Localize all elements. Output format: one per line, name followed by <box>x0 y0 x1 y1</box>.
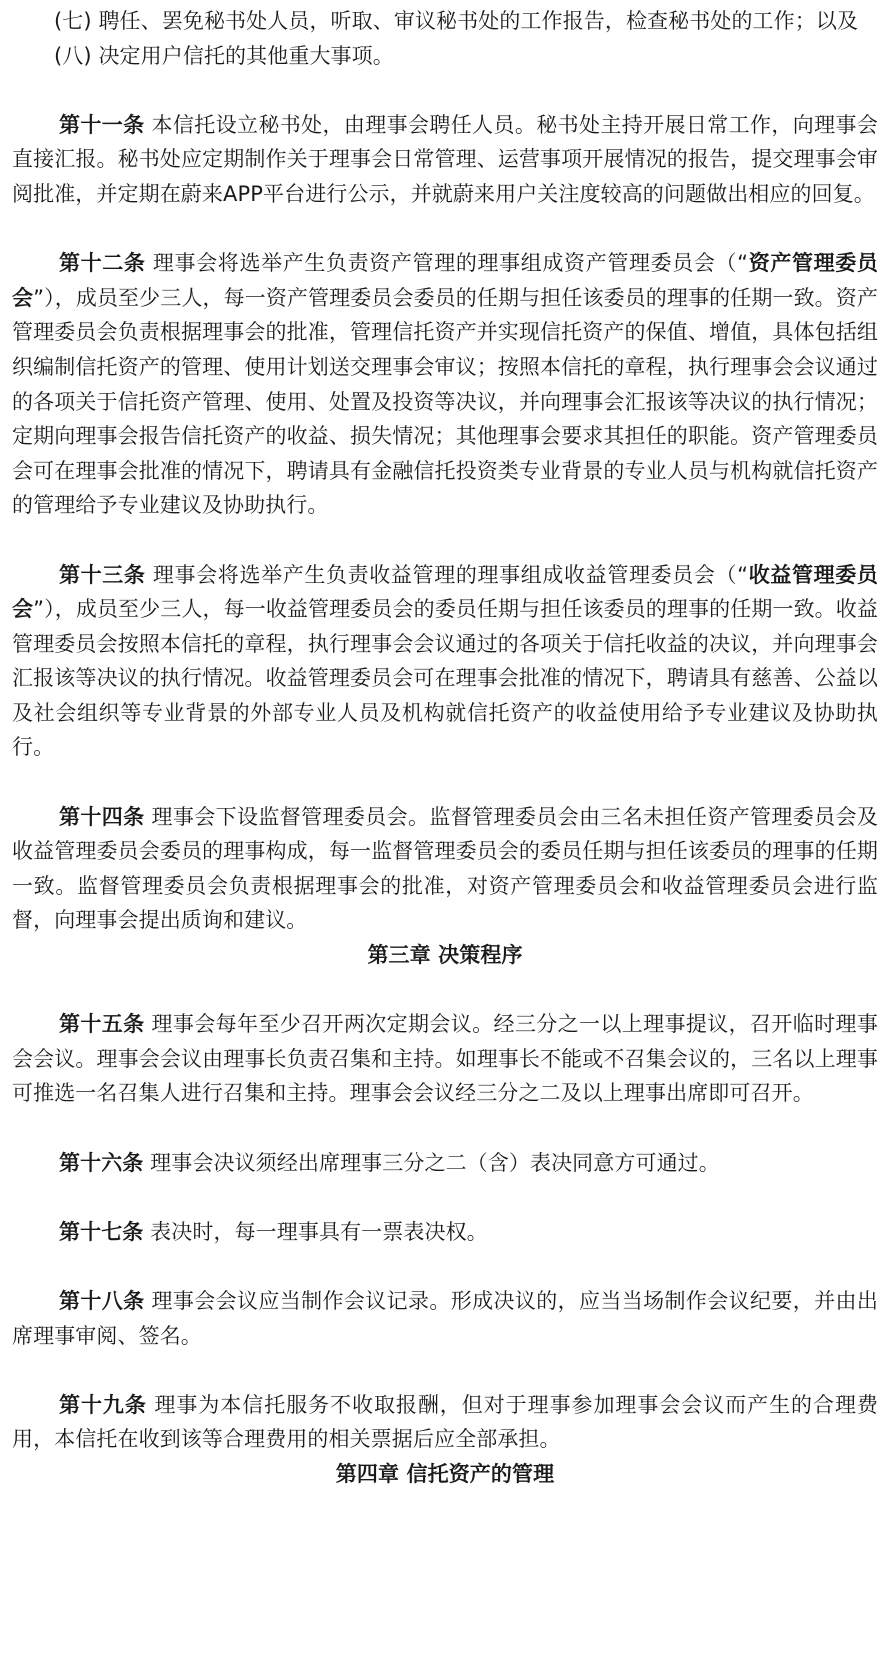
article-number: 第十三条 <box>59 562 146 587</box>
article-12 <box>12 246 878 523</box>
article-number: 第十六条 <box>59 1150 144 1175</box>
article-text: 理事会将选举产生负责资产管理的理事组成资产管理委员会（“ <box>145 251 749 276</box>
article-text: 理事会决议须经出席理事三分之二（含）表决同意方可通过。 <box>143 1150 720 1175</box>
article-text: ”），成员至少三人，每一收益管理委员会的委员任期与担任该委员的理事的任期一致。收益管理委员会按照本信托的章程，执行理事会会议通过的各项关于信托收益的决议，并向理事会汇报该等决议的执行情况。收益管理委员会可在理事会批准的情况下，聘请具有慈善、公益以及社会组织等专业背景的外部专业人员及机构就信托资产的收益使用给予专业建议及协助执行。 <box>12 597 878 760</box>
article-15 <box>12 1007 878 1111</box>
article-19 <box>12 1388 878 1457</box>
article-text: 理事为本信托服务不收取报酬，但对于理事参加理事会会议而产生的合理费用，本信托在收到该等合理费用的相关票据后应全部承担。 <box>12 1392 878 1452</box>
article-text: 理事会每年至少召开两次定期会议。经三分之一以上理事提议，召开临时理事会会议。理事会会议由理事长负责召集和主持。如理事长不能或不召集会议的，三名以上理事可推选一名召集人进行召集和主持。理事会会议经三分之二及以上理事出席即可召开。 <box>12 1012 878 1106</box>
article-number: 第十四条 <box>59 804 145 829</box>
defined-term: 资产管理委员会 <box>12 251 878 310</box>
chapter-heading-4: 第四章 信托资产的管理 <box>335 1461 555 1486</box>
article-text: 本信托设立秘书处，由理事会聘任人员。秘书处主持开展日常工作，向理事会直接汇报。秘书处应定期制作关于理事会日常管理、运营事项开展情况的报告，提交理事会审阅批准，并定期在蔚来APP平台进行公示，并就蔚来用户关注度较高的问题做出相应的回复。 <box>12 112 878 206</box>
article-number: 第十五条 <box>59 1012 145 1037</box>
article-text: ”），成员至少三人，每一资产管理委员会委员的任期与担任该委员的理事的任期一致。资产管理委员会负责根据理事会的批准，管理信托资产并实现信托资产的保值、增值，具体包括组织编制信托资产的管理、使用计划送交理事会审议；按照本信托的章程，执行理事会会议通过的各项关于信托资产管理、使用、处置及投资等决议，并向理事会汇报该等决议的执行情况；定期向理事会报告信托资产的收益、损失情况；其他理事会要求其担任的职能。资产管理委员会可在理事会批准的情况下，聘请具有金融信托投资类专业背景的专业人员与机构就信托资产的管理给予专业建议及协助执行。 <box>12 285 878 518</box>
article-13 <box>12 558 878 766</box>
clause-item-eight: (八) 决定用户信托的其他重大事项。 <box>54 43 394 68</box>
article-number: 第十七条 <box>59 1219 144 1244</box>
article-17 <box>12 1215 878 1250</box>
article-number: 第十二条 <box>59 251 146 276</box>
article-number: 第十八条 <box>59 1288 145 1313</box>
article-16 <box>12 1146 878 1181</box>
article-text: 理事会下设监督管理委员会。监督管理委员会由三名未担任资产管理委员会及收益管理委员会委员的理事构成，每一监督管理委员会的委员任期与担任该委员的理事的任期一致。监督管理委员会负责根据理事会的批准，对资产管理委员会和收益管理委员会进行监督，向理事会提出质询和建议。 <box>12 804 878 933</box>
article-11 <box>12 108 878 212</box>
clause-item-seven: (七) 聘任、罢免秘书处人员，听取、审议秘书处的工作报告，检查秘书处的工作；以及 <box>54 9 859 33</box>
defined-term: 收益管理委员会 <box>12 562 878 622</box>
article-14 <box>12 800 878 938</box>
chapter-heading-3: 第三章 决策程序 <box>367 943 523 968</box>
article-text: 理事会将选举产生负责收益管理的理事组成收益管理委员会（“ <box>145 562 749 587</box>
article-number: 第十一条 <box>59 112 145 137</box>
article-number: 第十九条 <box>59 1392 147 1417</box>
article-18 <box>12 1284 878 1353</box>
article-text: 理事会会议应当制作会议记录。形成决议的，应当当场制作会议纪要，并由出席理事审阅、签名。 <box>12 1288 878 1348</box>
document-page <box>12 4 878 1492</box>
article-text: 表决时，每一理事具有一票表决权。 <box>143 1219 488 1244</box>
